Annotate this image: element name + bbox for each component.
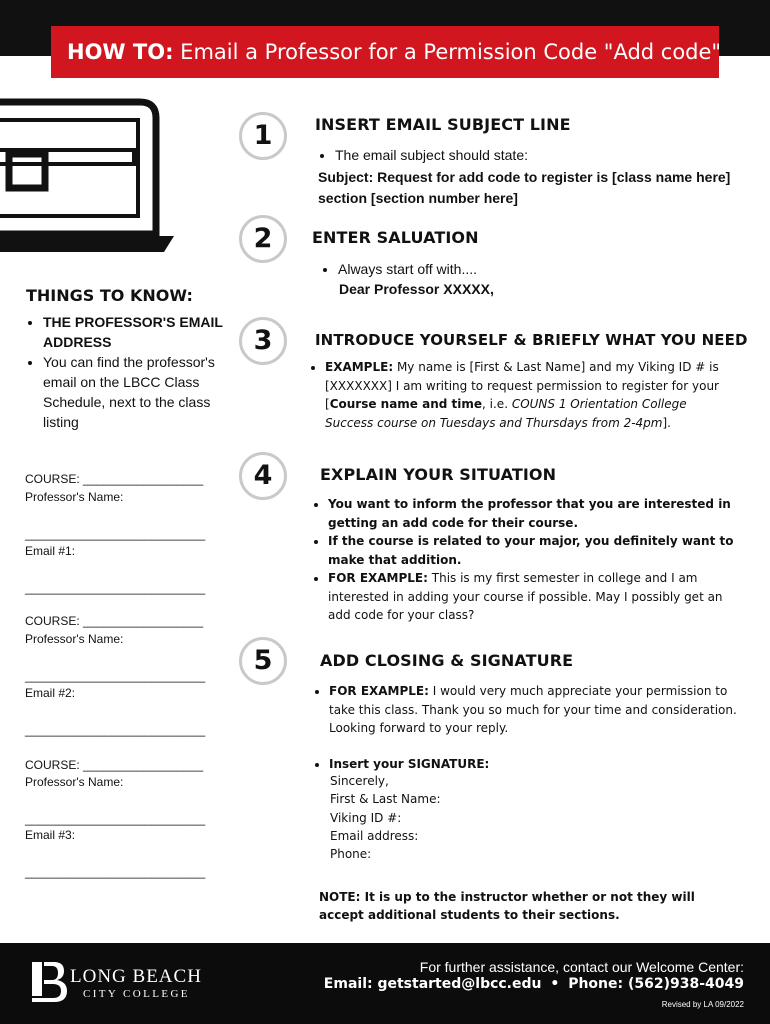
email-3-label: Email #3: — [25, 828, 76, 842]
footer — [0, 943, 770, 1024]
step-1-heading: INSERT EMAIL SUBJECT LINE — [315, 115, 571, 134]
course-blank: __________________ — [83, 758, 204, 772]
logo-top-text: LONG BEACH — [70, 966, 202, 987]
step-2-salutation: Dear Professor XXXXX, — [339, 281, 494, 297]
step-3-bullets — [312, 358, 732, 432]
step-1-subject: Subject: Request for add code to register is [class name here] section [section number here] — [318, 169, 731, 206]
footer-phone[interactable]: (562)938-4049 — [627, 976, 744, 992]
prof-1-blank: ___________________________ — [25, 527, 206, 541]
email-2-blank: ___________________________ — [25, 723, 206, 737]
step-3-course-name: Course name and time — [329, 397, 483, 411]
step-2-number: 2 — [239, 215, 287, 263]
course-2-field — [25, 614, 203, 628]
step-3-example — [325, 358, 732, 432]
email-3-blank: ___________________________ — [25, 865, 206, 879]
step-4-bullet: • You want to inform the professor that you are interested in getting an add code for their course. — [328, 495, 735, 532]
step-2-bullets — [325, 259, 745, 279]
step-5-example-label: FOR EXAMPLE: — [329, 684, 429, 698]
prof-3-blank: ___________________________ — [25, 812, 206, 826]
prof-3-label: Professor's Name: — [25, 775, 124, 789]
course-label: COURSE: — [25, 472, 80, 486]
signature-line: First & Last Name: — [330, 792, 441, 807]
signature-line: Sincerely, — [330, 774, 389, 788]
email-1-blank: ___________________________ — [25, 581, 206, 595]
signature-line: Phone: — [330, 847, 372, 862]
footer-separator: • — [550, 976, 560, 992]
footer-email[interactable]: getstarted@lbcc.edu — [377, 976, 542, 992]
things-to-know-item: • THE PROFESSOR'S EMAIL ADDRESS — [43, 312, 224, 352]
step-3-example-ie: , i.e. — [482, 397, 512, 411]
lbcc-logo-icon — [30, 960, 70, 1004]
prof-2-label: Professor's Name: — [25, 632, 124, 646]
step-4-example-label: FOR EXAMPLE: — [328, 571, 428, 585]
course-3-field — [25, 758, 203, 772]
step-4-heading: EXPLAIN YOUR SITUATION — [320, 465, 557, 484]
step-5-heading: ADD CLOSING & SIGNATURE — [320, 651, 574, 670]
step-3-example-end: ]. — [662, 415, 671, 430]
logo-bottom-text: CITY COLLEGE — [83, 988, 190, 1000]
footer-revised: Revised by LA 09/2022 — [661, 1000, 744, 1009]
step-4-bullets — [315, 495, 735, 625]
step-3-course-example: COUNS 1 Orientation College Success course on Tuesdays and Thursdays from 2-4pm — [325, 397, 687, 430]
footer-email-label: Email: — [323, 976, 373, 992]
step-5-signature-label: Insert your SIGNATURE: — [329, 756, 490, 771]
footer-phone-label: Phone: — [568, 976, 624, 992]
step-3-heading: INTRODUCE YOURSELF & BRIEFLY WHAT YOU NEED — [315, 331, 748, 349]
course-blank: __________________ — [83, 472, 204, 486]
things-to-know-title: THINGS TO KNOW: — [26, 286, 193, 305]
things-to-know-list — [29, 312, 224, 432]
step-5-number: 5 — [239, 637, 287, 685]
email-2-label: Email #2: — [25, 686, 76, 700]
page-title — [51, 26, 722, 78]
prof-2-blank: ___________________________ — [25, 669, 206, 683]
step-2-heading: ENTER SALUATION — [312, 228, 479, 247]
step-2-bullet: • Always start off with.... — [338, 259, 745, 279]
email-1-label: Email #1: — [25, 544, 76, 558]
step-5-bullets — [316, 682, 741, 773]
step-3-example-text: My name is [First & Last Name] and my Viking ID # is [XXXXXXX] I am writing to request permission to register for your [ — [325, 360, 719, 411]
course-blank: __________________ — [83, 614, 204, 628]
things-to-know-item: • You can find the professor's email on the LBCC Class Schedule, next to the class listing — [43, 352, 224, 432]
step-1-bullet: • The email subject should state: — [335, 145, 752, 165]
step-4-bullet: • If the course is related to your major, you definitely want to make that addition. — [328, 532, 735, 569]
step-5-example-text: I would very much appreciate your permission to take this class. Thank you so much for your time and consideration. Looking forward to your reply. — [329, 684, 737, 735]
footer-assist: For further assistance, contact our Welcome Center: — [419, 959, 744, 975]
step-4-example-text: This is my first semester in college and I am interested in adding your course if possible. May I possibly get an add code for your class? — [328, 571, 723, 622]
course-1-field — [25, 472, 203, 486]
step-4-number: 4 — [239, 452, 287, 500]
signature-lines — [330, 772, 441, 863]
course-label: COURSE: — [25, 614, 80, 628]
signature-line: Email address: — [330, 828, 419, 843]
step-4-bullet — [328, 569, 735, 625]
footer-contact — [324, 976, 744, 992]
note: NOTE: It is up to the instructor whether or not they will accept additional students to their sections. — [319, 890, 695, 922]
step-5-signature — [329, 755, 741, 774]
step-3-example-label: EXAMPLE: — [325, 360, 394, 374]
prof-1-label: Professor's Name: — [25, 490, 124, 504]
laptop-icon — [0, 96, 180, 256]
signature-line: Viking ID #: — [330, 810, 402, 825]
course-label: COURSE: — [25, 758, 80, 772]
step-3-number: 3 — [239, 317, 287, 365]
title-rest: Email a Professor for a Permission Code "Add code" — [180, 40, 722, 64]
step-1-number: 1 — [239, 112, 287, 160]
step-5-example — [329, 682, 741, 738]
title-bold: HOW TO: — [67, 40, 174, 64]
step-1-bullets — [322, 145, 752, 165]
